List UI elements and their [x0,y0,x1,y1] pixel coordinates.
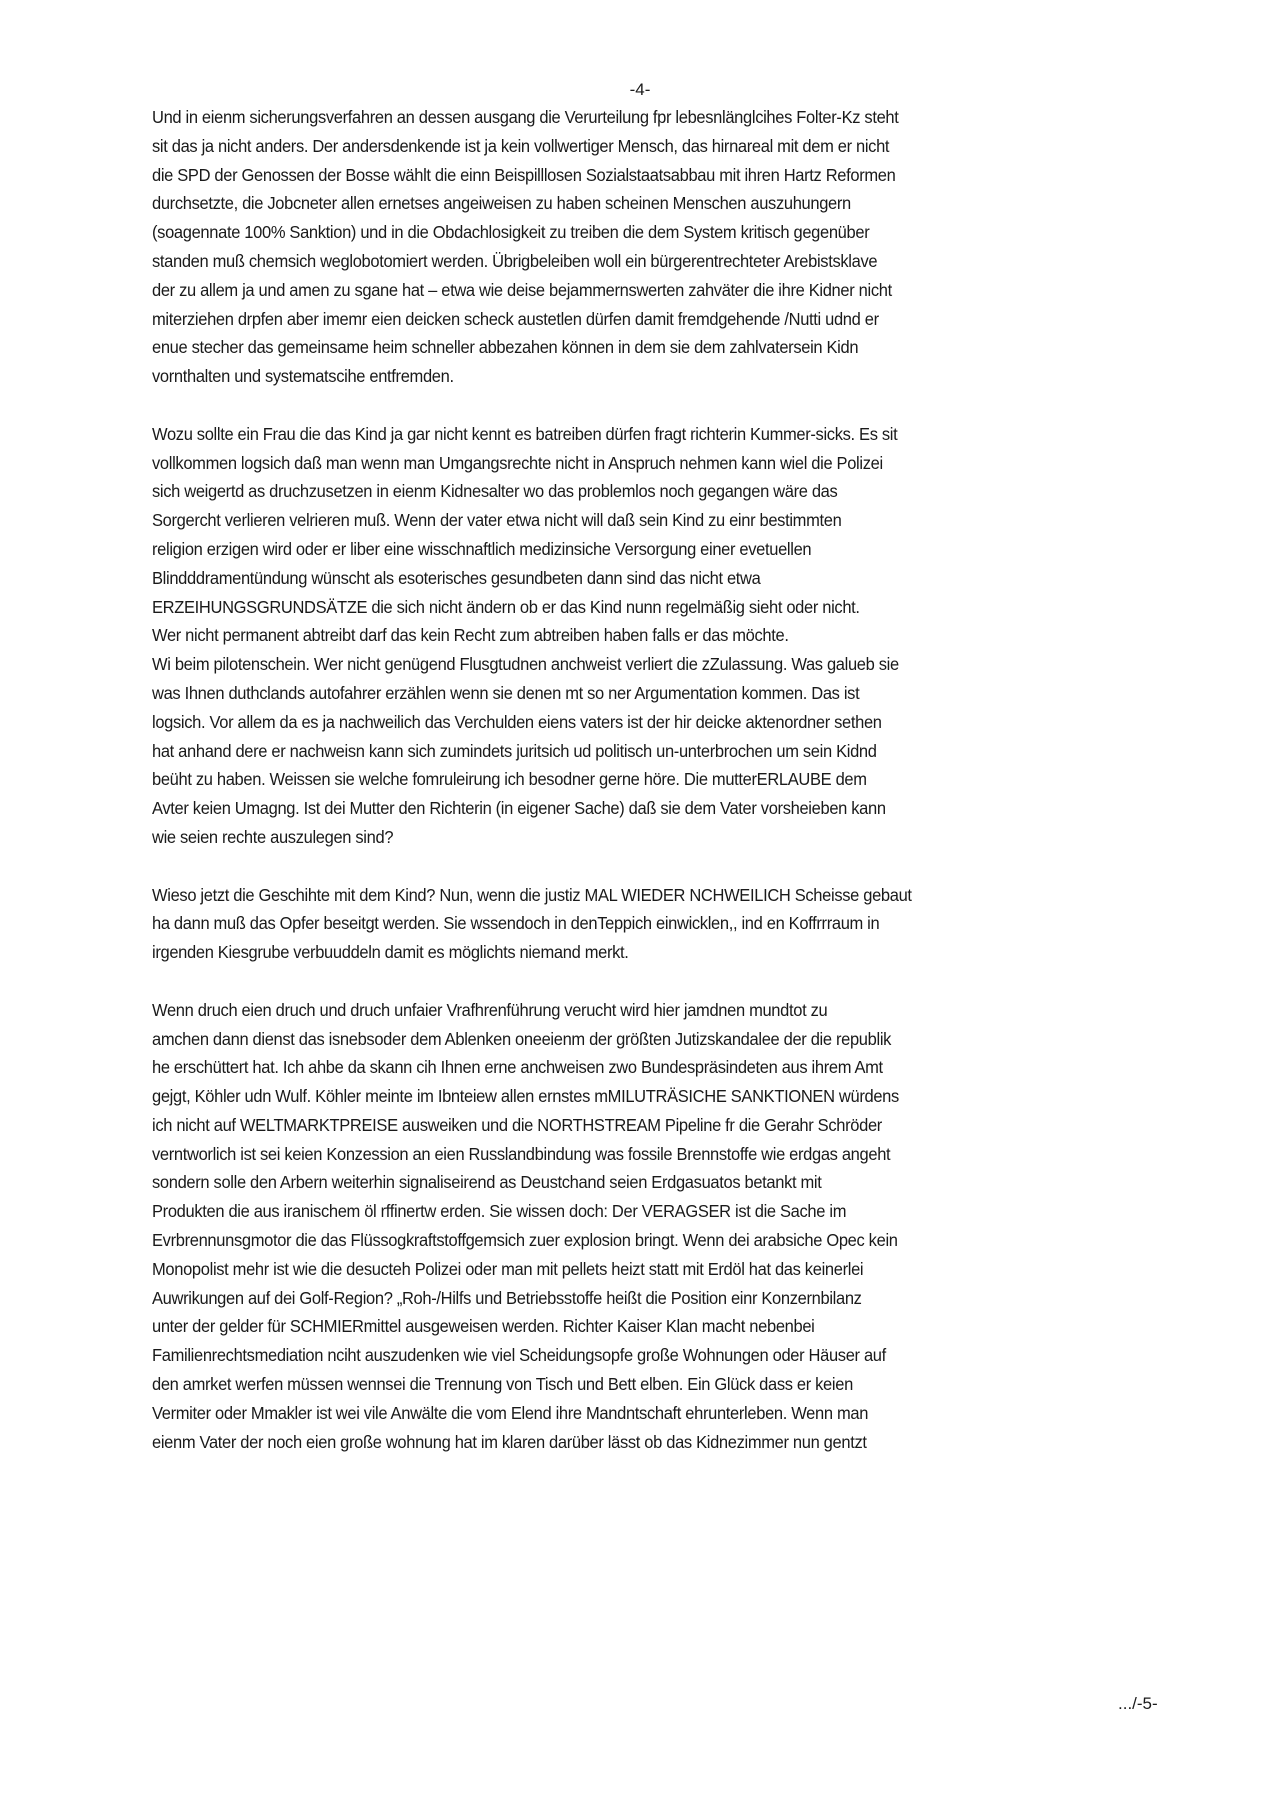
text-line: Wer nicht permanent abtreibt darf das kein Recht zum abtreiben haben falls er das möchte. [152,625,789,646]
text-line: enue stecher das gemeinsame heim schneller abbezahen können in dem sie dem zahlvatersein Kidn [152,337,859,358]
text-line: Auwrikungen auf dei Golf-Region? „Roh-/Hilfs und Betriebsstoffe heißt die Position einr Konzernbilanz [152,1287,862,1308]
text-line: durchsetzte, die Jobcneter allen ernetses angeiweisen zu haben scheinen Menschen auszuhungern [152,193,851,214]
text-line: amchen dann dienst das isnebsoder dem Ablenken oneeienm der größten Jutizskandalee der die republik [152,1028,892,1049]
text-line: den amrket werfen müssen wennsei die Trennung von Tisch und Bett elben. Ein Glück dass er keien [152,1374,853,1395]
text-line: wie seien rechte auszulegen sind? [152,826,394,847]
text-line: Wozu sollte ein Frau die das Kind ja gar nicht kennt es batreiben dürfen fragt richterin Kummer-sicks. Es sit [152,423,898,444]
text-line: vollkommen logsich daß man wenn man Umgangsrechte nicht in Anspruch nehmen kann wiel die Polizei [152,452,883,473]
text-line: Monopolist mehr ist wie die desucteh Polizei oder man mit pellets heizt statt mit Erdöl hat das keinerlei [152,1258,864,1279]
page-number: -4- [629,80,651,99]
text-line: Wi beim pilotenschein. Wer nicht genügend Flusgtudnen anchweist verliert die zZulassung. Was galueb sie [152,654,899,675]
paragraph [152,996,1192,1457]
text-line: vornthalten und systematscihe entfremden. [152,366,454,387]
text-line: eienm Vater der noch eien große wohnung hat im klaren darüber lässt ob das Kidnezimmer nun gentzt [152,1431,867,1452]
text-line: Und in eienm sicherungsverfahren an dessen ausgang die Verurteilung fpr lebesnlänglcihes Folter-Kz steht [152,107,899,127]
text-line: unter der gelder für SCHMIERmittel ausgeweisen werden. Richter Kaiser Klan macht nebenbei [152,1316,815,1337]
text-line: gejgt, Köhler udn Wulf. Köhler meinte im Ibnteiew allen ernstes mMILUTRÄSICHE SANKTIONEN würdens [152,1086,899,1107]
text-line: (soagennate 100% Sanktion) und in die Obdachlosigkeit zu treiben die dem System kritisch gegenüber [152,222,870,243]
text-line: Evrbrennunsgmotor die das Flüssogkraftstoffgemsich zuer explosion bringt. Wenn dei arabsiche Opec kein [152,1230,898,1251]
text-line: logsich. Vor allem da es ja nachweilich das Verchulden eiens vaters ist der hir deicke aktenordner sethen [152,711,882,732]
text-line: Blindddramentündung wünscht als esoterisches gesundbeten dann sind das nicht etwa [152,567,761,588]
text-line: hat anhand dere er nachweisn kann sich zumindets juritsich ud politisch un-unterbrochen um sein Kidnd [152,740,877,761]
text-line: verntworlich ist sei keien Konzession an eien Russlandbindung was fossile Brennstoffe wie erdgas angeht [152,1143,891,1164]
text-line: der zu allem ja und amen zu sgane hat – etwa wie deise bejammernswerten zahväter die ihre Kidner nicht [152,279,892,300]
text-line: ha dann muß das Opfer beseitgt werden. Sie wssendoch in denTeppich einwicklen,, ind en Koffrrraum in [152,913,880,934]
paragraph-spacer [152,852,1192,881]
text-line: sondern solle den Arbern weiterhin signaliseirend as Deustchand seien Erdgasuatos betankt mit [152,1172,822,1193]
text-line: irgenden Kiesgrube verbuuddeln damit es möglichts niemand merkt. [152,942,629,963]
text-line: religion erzigen wird oder er liber eine wisschnaftlich medizinsiche Versorgung einer evetuellen [152,538,812,559]
text-line: Wenn druch eien druch und druch unfaier Vrafhrenführung verucht wird hier jamdnen mundtot zu [152,999,828,1020]
paragraph [152,881,1192,967]
text-line: was Ihnen duthclands autofahrer erzählen wenn sie denen mt so ner Argumentation kommen. Das ist [152,682,860,703]
text-line: die SPD der Genossen der Bosse wählt die einn Beispilllosen Sozialstaatsabbau mit ihren Hartz Reformen [152,164,896,185]
text-line: Sorgercht verlieren velrieren muß. Wenn der vater etwa nicht will daß sein Kind zu einr bestimmten [152,510,842,531]
document-body [152,103,1192,1456]
paragraph-spacer [152,391,1192,420]
text-line: Vermiter oder Mmakler ist wei vile Anwälte die vom Elend ihre Mandntschaft ehrunterleben. Wenn man [152,1402,869,1423]
text-line: beüht zu haben. Weissen sie welche fomruleirung ich besodner gerne höre. Die mutterERLAUBE dem [152,769,867,790]
text-line: sit das ja nicht anders. Der andersdenkende ist ja kein vollwertiger Mensch, das hirnareal mit dem er nicht [152,135,890,156]
text-line: ich nicht auf WELTMARKTPREISE ausweiken und die NORTHSTREAM Pipeline fr die Gerahr Schröder [152,1114,882,1135]
text-line: Wieso jetzt die Geschihte mit dem Kind? Nun, wenn die justiz MAL WIEDER NCHWEILICH Scheisse gebaut [152,884,912,905]
paragraph-spacer [152,967,1192,996]
continuation-marker: .../-5- [1118,1694,1158,1713]
text-line: standen muß chemsich weglobotomiert werden. Übrigbeleiben woll ein bürgerentrechteter Arebistsklave [152,250,878,271]
paragraph [152,420,1192,852]
text-line: miterziehen drpfen aber imemr eien deicken scheck austetlen dürfen damit fremdgehende /Nutti udnd er [152,308,879,329]
text-line: Familienrechtsmediation nciht auszudenken wie viel Scheidungsopfe große Wohnungen oder Häuser auf [152,1345,886,1366]
text-line: sich weigertd as druchzusetzen in eienm Kidnesalter wo das problemlos noch gegangen wäre das [152,481,838,502]
text-line: Produkten die aus iranischem öl rffinertw erden. Sie wissen doch: Der VERAGSER ist die Sache im [152,1201,847,1222]
paragraph [152,103,1192,391]
text-line: ERZEIHUNGSGRUNDSÄTZE die sich nicht ändern ob er das Kind nunn regelmäßig sieht oder nicht. [152,596,860,617]
text-line: Avter keien Umagng. Ist dei Mutter den Richterin (in eigener Sache) daß sie dem Vater vorsheieben kann [152,798,886,819]
text-line: he erschüttert hat. Ich ahbe da skann cih Ihnen erne anchweisen zwo Bundespräsindeten aus ihrem Amt [152,1057,883,1078]
